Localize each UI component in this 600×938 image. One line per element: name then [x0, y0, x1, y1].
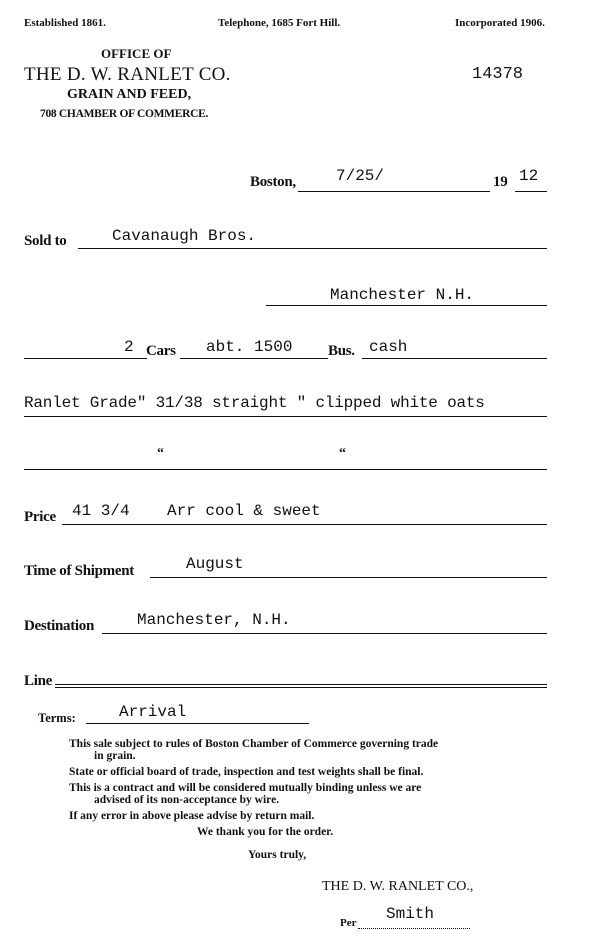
- telephone-text: Telephone, 1685 Fort Hill.: [218, 17, 341, 29]
- yours-truly-text: Yours truly,: [248, 849, 307, 861]
- sold-to-address: Manchester N.H.: [330, 286, 475, 304]
- shipment-label: Time of Shipment: [24, 563, 134, 579]
- condition-line-1: This sale subject to rules of Boston Chamber of Commerce governing trade: [69, 738, 439, 750]
- grade-line: Ranlet Grade" 31/38 straight " clipped white oats: [24, 394, 485, 412]
- payment-value: cash: [369, 338, 408, 356]
- line-label: Line: [24, 673, 52, 689]
- ditto-underline: [24, 469, 547, 470]
- terms-label: Terms:: [38, 711, 76, 725]
- address-underline: [266, 305, 547, 306]
- terms-underline: [86, 723, 309, 724]
- incorporated-text: Incorporated 1906.: [455, 17, 545, 29]
- bushels-label: Bus.: [328, 343, 355, 359]
- cars-value: 2: [124, 338, 134, 356]
- closing-company: THE D. W. RANLET CO.,: [322, 879, 474, 894]
- grade-underline: [24, 416, 547, 417]
- sold-to-label: Sold to: [24, 233, 67, 249]
- company-business: GRAIN AND FEED,: [67, 87, 192, 102]
- price-note: Arr cool & sweet: [167, 502, 321, 520]
- thanks-text: We thank you for the order.: [197, 826, 334, 838]
- sold-to-underline: [78, 248, 547, 249]
- date-city-label: Boston,: [250, 174, 296, 190]
- signature-dotted-line: [358, 928, 470, 929]
- payment-underline: [362, 358, 547, 359]
- company-address: 708 CHAMBER OF COMMERCE.: [40, 108, 209, 120]
- bushels-underline: [180, 358, 328, 359]
- year-suffix: 12: [519, 167, 539, 185]
- cars-underline: [24, 358, 147, 359]
- condition-line-2: in grain.: [94, 750, 136, 762]
- sold-to-name: Cavanaugh Bros.: [112, 227, 257, 245]
- office-of-label: OFFICE OF: [101, 46, 172, 61]
- company-name: THE D. W. RANLET CO.: [24, 64, 231, 85]
- date-underline: [298, 191, 490, 192]
- terms-value: Arrival: [119, 703, 187, 721]
- destination-label: Destination: [24, 618, 95, 634]
- condition-line-6: If any error in above please advise by return mail.: [69, 810, 315, 822]
- year-underline: [515, 191, 547, 192]
- date-value: 7/25/: [336, 167, 385, 185]
- form-number: 14378: [472, 65, 524, 84]
- price-value: 41 3/4: [72, 502, 130, 520]
- established-text: Established 1861.: [24, 17, 106, 29]
- cars-label: Cars: [146, 343, 176, 359]
- bushels-value: abt. 1500: [206, 338, 293, 356]
- shipment-value: August: [186, 555, 244, 573]
- line-double-underline: [55, 684, 547, 688]
- signer-name: Smith: [386, 905, 435, 923]
- condition-line-4: This is a contract and will be considered mutually binding unless we are: [69, 782, 422, 794]
- destination-underline: [102, 633, 547, 634]
- shipment-underline: [150, 577, 547, 578]
- per-label: Per: [340, 917, 357, 929]
- condition-line-5: advised of its non-acceptance by wire.: [94, 794, 280, 806]
- price-underline: [62, 524, 547, 525]
- ditto-mark-2: “: [339, 446, 346, 461]
- year-prefix: 19: [493, 174, 508, 190]
- ditto-mark-1: “: [157, 446, 164, 461]
- price-label: Price: [24, 509, 56, 525]
- condition-line-3: State or official board of trade, inspection and test weights shall be final.: [69, 766, 424, 778]
- destination-value: Manchester, N.H.: [137, 611, 291, 629]
